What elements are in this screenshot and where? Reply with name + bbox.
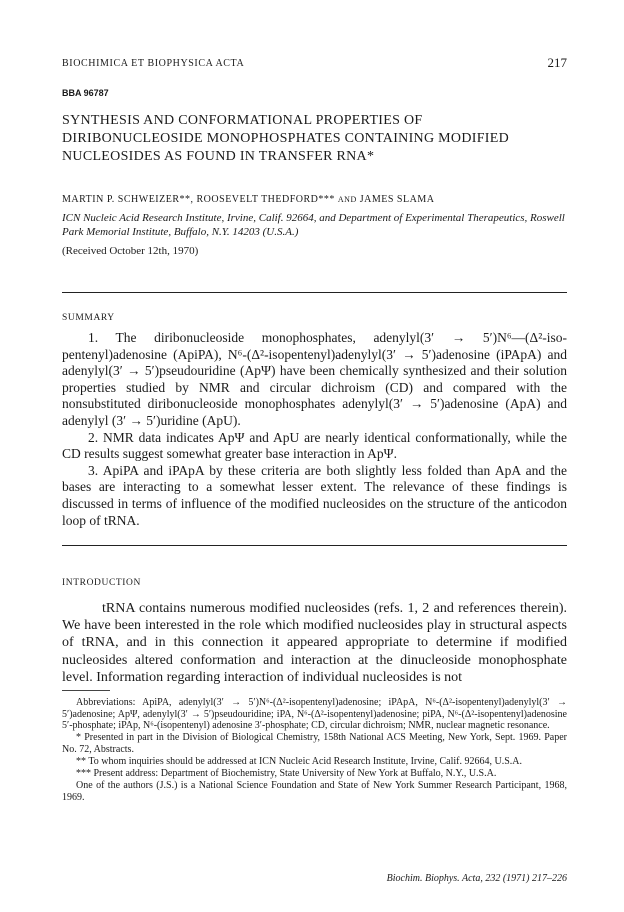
authors-last: JAMES SLAMA: [359, 194, 435, 205]
author-list: [62, 194, 434, 205]
article-id: BBA 96787: [62, 88, 109, 98]
footnote-abbreviations: Abbreviations: ApiPA, adenylyl(3′ → 5′)N⁶-(Δ²-isopentenyl)adenosine; iPApA, N⁶-(Δ²-isopentenyl)adenylyl(3′ → 5′)adenosine; ApΨ, adenylyl(3′ → 5′)pseudouridine; iPA, N⁶-(Δ²-isopentenyl)adenosine; piPA, N⁶-(Δ²-isopentenyl)adenosine 5′-phosphate; iPAp, N⁶-(isopentenyl) adenosine 3′-phosphate; CD, circular dichroism; NMR, nuclear magnetic resonance.: [62, 697, 567, 732]
introduction-text: tRNA contains numerous modified nucleosides (refs. 1, 2 and references therein). We have been interested in the role which modified nucleosides play in structural aspects of tRNA, and in this connection it appeared appropriate to determine if modified nucleosides altered conformation and interaction at the dinucleoside monophosphate level. Information regarding interaction of individual nucleosides is not: [62, 601, 567, 685]
affiliation: ICN Nucleic Acid Research Institute, Irvine, Calif. 92664, and Department of Experimental Therapeutics, Roswell Park Memorial Institute, Buffalo, N.Y. 14203 (U.S.A.): [62, 212, 565, 238]
authors-first: MARTIN P. SCHWEIZER**, ROOSEVELT THEDFORD***: [62, 194, 335, 205]
paper-title: SYNTHESIS AND CONFORMATIONAL PROPERTIES OF DIRIBONUCLEOSIDE MONOPHOSPHATES CONTAINING MODIFIED NUCLEOSIDES AS FOUND IN TRANSFER RNA*: [62, 113, 510, 164]
summary-body: [62, 330, 567, 529]
journal-citation: Biochim. Biophys. Acta, 232 (1971) 217–226: [386, 873, 567, 884]
summary-paragraph-2: 2. NMR data indicates ApΨ and ApU are nearly identical conformationally, while the CD results suggest somewhat greater base interaction in ApΨ.: [62, 429, 567, 462]
summary-paragraph-3: 3. ApiPA and iPApA by these criteria are both slightly less folded than ApA and the bases are interacting to a somewhat lesser extent. The relevance of these findings is discussed in terms of influence of the modified nucleosides on the structure of the anticodon loop of tRNA.: [62, 462, 567, 528]
footnote-participant: One of the authors (J.S.) is a National Science Foundation and State of New York Summer Research Participant, 1968, 1969.: [62, 780, 567, 803]
page-number: 217: [547, 55, 567, 70]
introduction-heading: INTRODUCTION: [62, 578, 141, 588]
footnote-present-address: *** Present address: Department of Biochemistry, State University of New York at Buffalo, N.Y., U.S.A.: [76, 768, 497, 780]
footnotes: [62, 697, 567, 804]
footnote-presented: * Presented in part in the Division of Biological Chemistry, 158th National ACS Meeting, New York, Sept. 1969. Paper No. 72, Abstracts.: [62, 732, 567, 755]
summary-heading: SUMMARY: [62, 313, 115, 323]
received-date: (Received October 12th, 1970): [62, 245, 199, 257]
journal-name: BIOCHIMICA ET BIOPHYSICA ACTA: [62, 58, 245, 69]
authors-conjunction: AND: [337, 195, 357, 204]
footnote-correspondence: ** To whom inquiries should be addressed at ICN Nucleic Acid Research Institute, Irvine, Calif. 92664, U.S.A.: [76, 755, 522, 767]
section-divider-top: [62, 292, 567, 293]
footnote-rule: [62, 690, 110, 691]
summary-paragraph-1: 1. The diribonucleoside monophosphates, adenylyl(3′ → 5′)N⁶—(Δ²-iso-pentenyl)adenosine (ApiPA), N⁶-(Δ²-isopentenyl)adenylyl(3′ → 5′)adenosine (iPApA) and adenylyl(3′ → 5′)pseudouridine (ApΨ) have been chemically synthesized and their solution properties studied by NMR and circular dichroism (CD) and compared with the nonsubstituted diribonucleoside monophosphates adenylyl(3′ → 5′)adenosine (ApA) and adenylyl (3′ → 5′)uridine (ApU).: [62, 330, 567, 428]
section-divider-bottom: [62, 545, 567, 546]
